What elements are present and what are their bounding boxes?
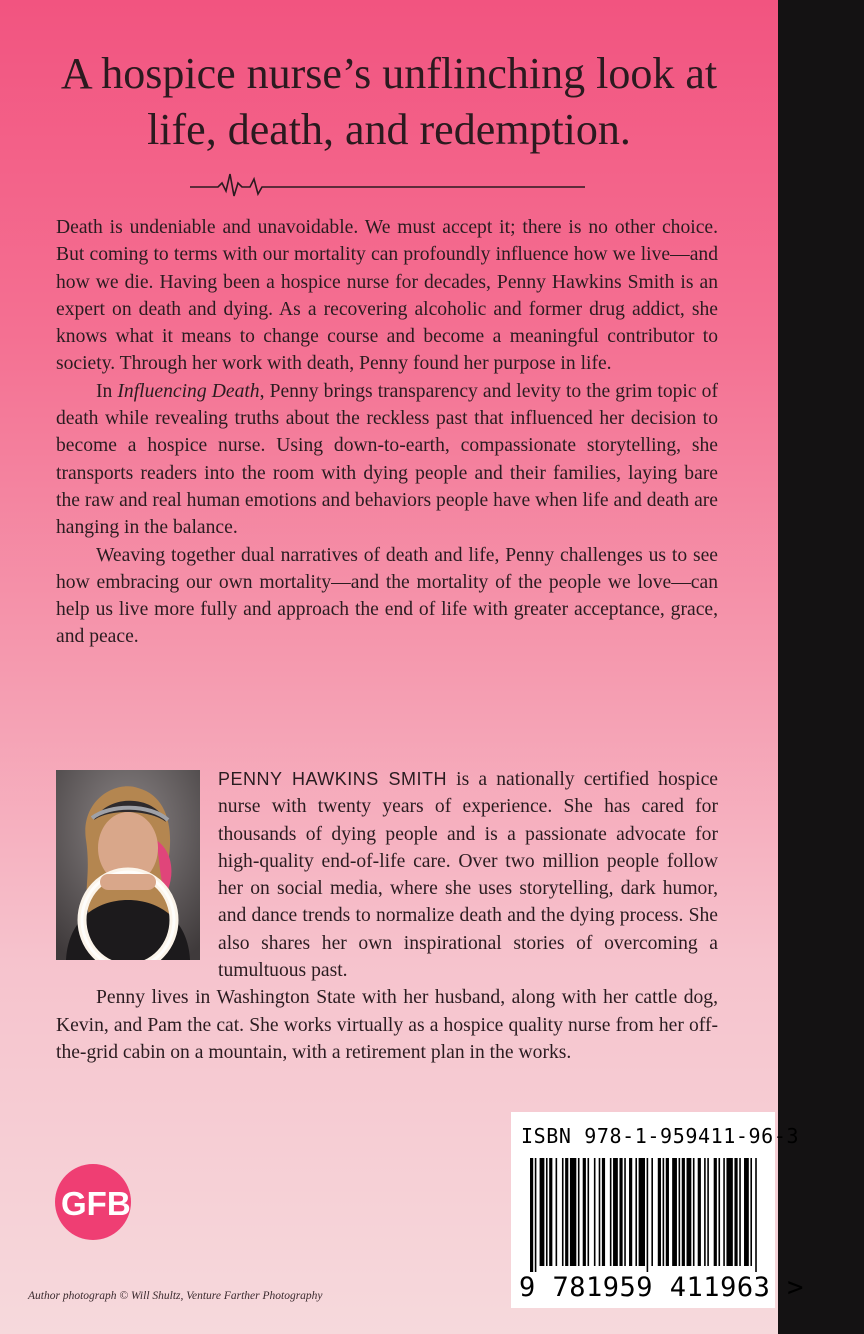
photo-spacer bbox=[56, 766, 218, 962]
book-title: Influencing Death bbox=[117, 380, 260, 402]
photo-credit: Author photograph © Will Shultz, Venture Farther Photography bbox=[28, 1290, 323, 1302]
publisher-logo bbox=[55, 1164, 131, 1240]
bio-paragraph-2: Penny lives in Washington State with her husband, along with her cattle dog, Kevin, and Pam the cat. She works virtually as a hospice quality nurse from her off-the-grid cabin on a mountain, with a retirement plan in the works. bbox=[56, 987, 718, 1063]
headline: A hospice nurse’s unflinching look at life, death, and redemption. bbox=[60, 49, 718, 154]
bio-p1-rest: is a nationally certified hospice nurse with twenty years of experience. She has cared for thousands of dying people and is a passionate advocate for high-quality end-of-life care. Over two million people follow her on social media, where she uses storytelling, dark humor, and dance trends to normalize death and the dying process. She also shares her own inspirational stories of overcoming a tumultuous past. bbox=[218, 769, 719, 982]
author-name: PENNY HAWKINS SMITH bbox=[218, 769, 448, 789]
author-bio bbox=[56, 766, 718, 1066]
blurb-paragraph-1: Death is undeniable and unavoidable. We must accept it; there is no other choice. But coming to terms with our mortality can profoundly influence how we live—and how we die. Having been a hospice nurse for decades, Penny Hawkins Smith is an expert on death and dying. As a recovering alcoholic and former drug addict, she knows what it means to change course and become a meaningful contributor to society. Through her work with death, Penny found her purpose in life. bbox=[56, 217, 718, 375]
blurb-p2-rest: , Penny brings transparency and levity to the grim topic of death while revealing truths about the reckless past that influenced her decision to become a hospice nurse. Using down-to-earth, compassionate storytelling, she transports readers into the room with dying people and their families, laying bare the raw and real human emotions and behaviors people have when life and death are hanging in the balance. bbox=[56, 380, 718, 539]
blurb-p2-start: In bbox=[96, 380, 118, 402]
heartbeat-line-icon bbox=[190, 170, 585, 200]
publisher-logo-text: GFB bbox=[61, 1185, 131, 1222]
blurb-paragraph-3: Weaving together dual narratives of death and life, Penny challenges us to see how embracing our own mortality—and the mortality of the people we love—can help us live more fully and approach the end of life with greater acceptance, grace, and peace. bbox=[56, 544, 718, 648]
barcode-box bbox=[511, 1112, 804, 1308]
book-description bbox=[56, 214, 718, 651]
barcode-digits: 9 781959 411963 > bbox=[519, 1272, 804, 1303]
barcode-icon bbox=[530, 1158, 760, 1272]
blurb-paragraph-2 bbox=[56, 378, 718, 542]
isbn-label: ISBN 978-1-959411-96-3 bbox=[521, 1124, 800, 1148]
